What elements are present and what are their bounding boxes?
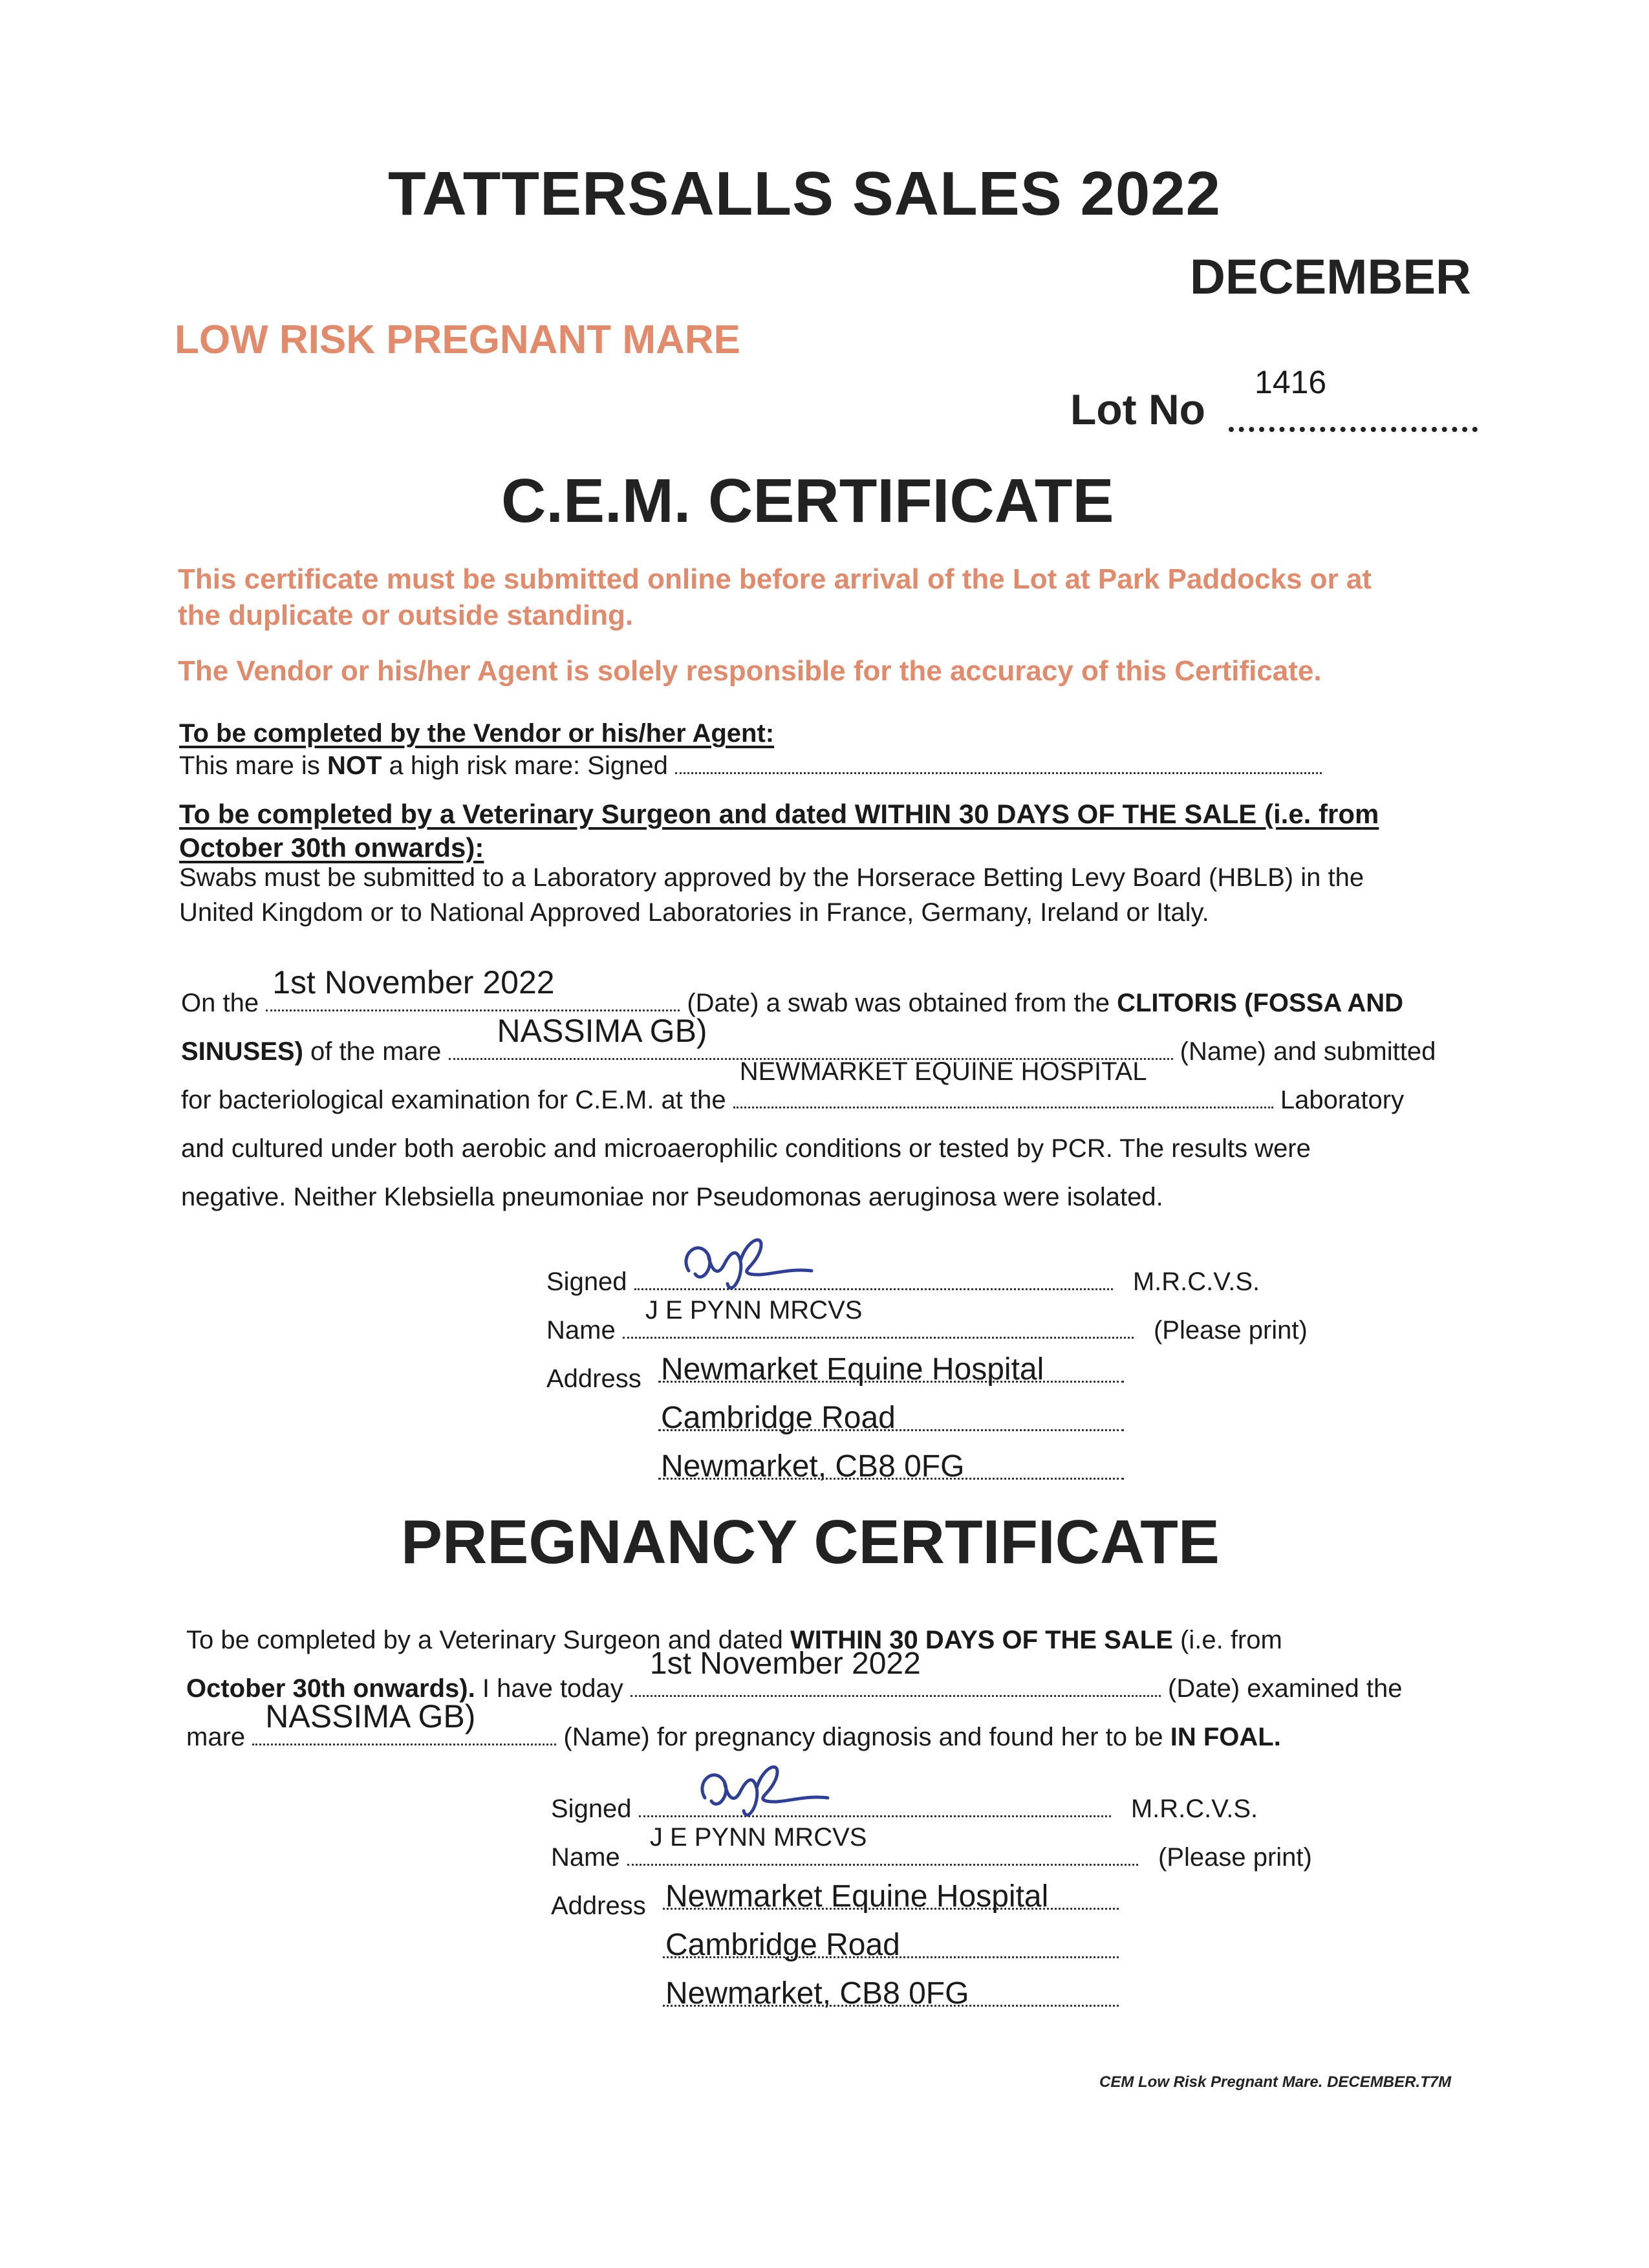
preg-mare-name-value: NASSIMA GB): [265, 1698, 476, 1734]
mare-name-value: NASSIMA GB): [497, 1013, 707, 1049]
cem-address-line-3[interactable]: [658, 1449, 1124, 1484]
cem-sinuses-bold: SINUSES): [181, 1037, 303, 1066]
vet-heading-line-1: To be completed by a Veterinary Surgeon and dated WITHIN 30 DAYS OF THE SALE (i.e. from: [179, 799, 1379, 829]
preg-signed-label: Signed: [551, 1795, 632, 1823]
vendor-signature-field[interactable]: [675, 753, 1322, 774]
preg-mrcvs-label: M.R.C.V.S.: [1130, 1795, 1258, 1823]
cem-signed-row: [546, 1268, 1260, 1297]
risk-category-label: LOW RISK PREGNANT MARE: [175, 318, 740, 362]
preg-address-line-2-value: Cambridge Road: [665, 1928, 900, 1962]
cem-name-submitted: (Name) and submitted: [1180, 1037, 1436, 1066]
cem-address-line-3-value: Newmarket, CB8 0FG: [661, 1449, 965, 1484]
preg-date-field[interactable]: [630, 1647, 1161, 1697]
preg-vet-name-value: J E PYNN MRCVS: [649, 1823, 867, 1852]
cem-address-line-2-value: Cambridge Road: [661, 1401, 896, 1435]
cem-name-row: [546, 1296, 1308, 1345]
swab-requirements-line-2: United Kingdom or to National Approved Laboratories in France, Germany, Ireland or Italy.: [179, 898, 1209, 927]
cem-address-label: Address: [546, 1365, 641, 1393]
preg-vet-signature: [679, 1753, 847, 1830]
cem-line-5: negative. Neither Klebsiella pneumoniae nor Pseudomonas aeruginosa were isolated.: [181, 1183, 1163, 1211]
preg-name-row: [551, 1823, 1312, 1872]
preg-signed-row: [551, 1795, 1258, 1824]
vendor-declaration-text: This mare is: [179, 751, 327, 780]
vet-section-heading: [179, 799, 1379, 863]
cem-swab-text: (Date) a swab was obtained from the: [687, 989, 1117, 1017]
preg-mare: mare: [186, 1723, 246, 1751]
laboratory-field[interactable]: [733, 1057, 1273, 1108]
swab-requirements-line-1: Swabs must be submitted to a Laboratory approved by the Horserace Betting Levy Board (HBLB) in the: [179, 863, 1364, 892]
submission-notice: [178, 561, 1372, 634]
cem-certificate-title: C.E.M. CERTIFICATE: [501, 466, 1114, 535]
preg-name-label: Name: [551, 1843, 620, 1872]
cem-please-print: (Please print): [1153, 1316, 1308, 1345]
preg-address-line-3[interactable]: [663, 1976, 1119, 2011]
cem-address-line-1[interactable]: [658, 1352, 1124, 1387]
preg-address-label: Address: [551, 1892, 646, 1920]
submission-notice-line-2: the duplicate or outside standing.: [178, 599, 634, 631]
preg-address-line-1-value: Newmarket Equine Hospital: [665, 1879, 1049, 1914]
preg-mare-name-field[interactable]: [252, 1698, 556, 1745]
preg-address-line-2[interactable]: [663, 1927, 1119, 1962]
preg-vet-name-field[interactable]: [627, 1823, 1138, 1866]
cem-of-the-mare: of the mare: [303, 1037, 442, 1066]
preg-date-value: 1st November 2022: [649, 1647, 921, 1681]
preg-in-foal: IN FOAL.: [1170, 1723, 1281, 1751]
preg-within-30-days: WITHIN 30 DAYS OF THE SALE: [790, 1626, 1173, 1654]
lot-number-field[interactable]: [1229, 364, 1478, 432]
cem-address-line-1-value: Newmarket Equine Hospital: [661, 1352, 1044, 1387]
pregnancy-certificate-title: PREGNANCY CERTIFICATE: [401, 1507, 1220, 1577]
sale-title: TATTERSALLS SALES 2022: [388, 159, 1221, 228]
preg-diagnosis-text: (Name) for pregnancy diagnosis and found her to be: [563, 1723, 1170, 1751]
preg-address-line-1[interactable]: [663, 1879, 1119, 1914]
submission-notice-line-1: This certificate must be submitted online before arrival of the Lot at Park Paddocks or at: [178, 563, 1372, 595]
sale-month: DECEMBER: [1190, 250, 1471, 305]
vendor-declaration-not: NOT: [327, 751, 382, 780]
cem-name-label: Name: [546, 1316, 616, 1345]
responsibility-notice: The Vendor or his/her Agent is solely responsible for the accuracy of this Certificate.: [178, 655, 1322, 687]
vendor-section-heading: To be completed by the Vendor or his/her Agent:: [179, 719, 775, 748]
cem-clitoris-bold: CLITORIS (FOSSA AND: [1117, 989, 1404, 1017]
cem-mrcvs-label: M.R.C.V.S.: [1132, 1268, 1260, 1296]
lot-number-label: Lot No: [1070, 385, 1205, 433]
vendor-declaration-signed: a high risk mare: Signed: [382, 751, 668, 780]
preg-i-have-today: I have today: [475, 1674, 623, 1703]
swab-requirements: [179, 860, 1364, 930]
lot-number-value: 1416: [1255, 364, 1327, 400]
vendor-declaration: [179, 751, 1322, 781]
cem-vet-signature: [663, 1226, 831, 1303]
vet-heading-line-2: October 30th onwards):: [179, 832, 484, 863]
cem-vet-name-value: J E PYNN MRCVS: [645, 1296, 863, 1324]
cem-signed-label: Signed: [546, 1268, 627, 1296]
form-reference: CEM Low Risk Pregnant Mare. DECEMBER.T7M: [1099, 2073, 1452, 2091]
cem-laboratory-text: Laboratory: [1280, 1086, 1405, 1114]
preg-please-print: (Please print): [1158, 1843, 1312, 1872]
swab-date-value: 1st November 2022: [272, 964, 555, 1000]
preg-address-line-3-value: Newmarket, CB8 0FG: [665, 1976, 969, 2011]
cem-vet-name-field[interactable]: [623, 1296, 1134, 1339]
cem-bacteriological-text: for bacteriological examination for C.E.M. at the: [181, 1086, 726, 1114]
cem-line-4: and cultured under both aerobic and microaerophilic conditions or tested by PCR. The results were: [181, 1134, 1311, 1163]
cem-on-the: On the: [181, 989, 259, 1017]
preg-examined-the: (Date) examined the: [1168, 1674, 1403, 1703]
preg-completed-by: To be completed by a Veterinary Surgeon and dated: [186, 1626, 790, 1654]
preg-october-30th: October 30th onwards).: [186, 1674, 475, 1703]
preg-ie-from: (i.e. from: [1172, 1626, 1282, 1654]
cem-line-1: [181, 964, 1404, 1026]
cem-line-3: [181, 1057, 1405, 1123]
cem-address-line-2[interactable]: [658, 1400, 1124, 1435]
laboratory-value: NEWMARKET EQUINE HOSPITAL: [739, 1057, 1147, 1086]
